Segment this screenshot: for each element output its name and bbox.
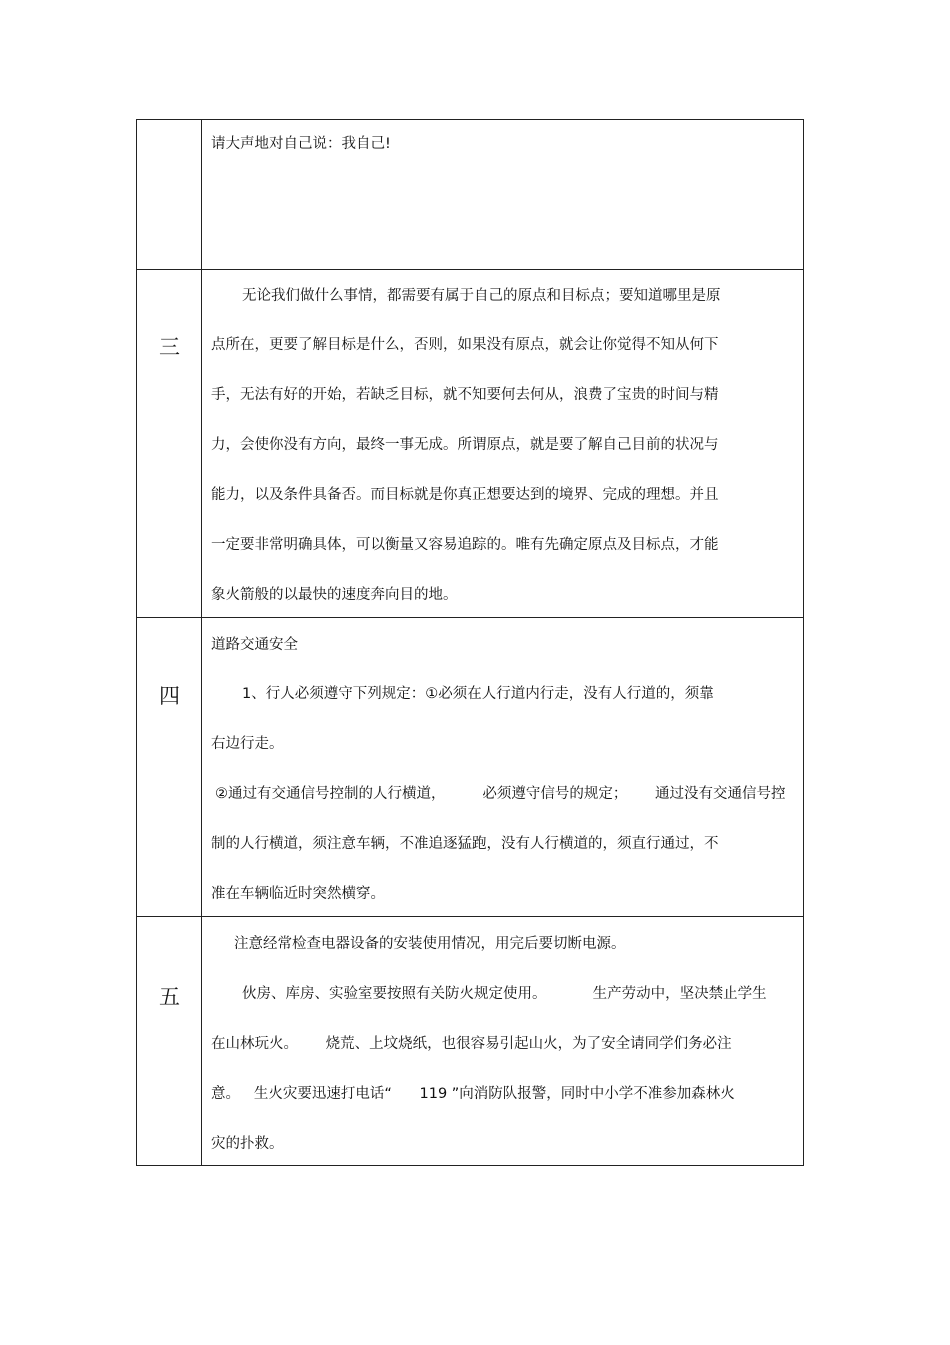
row-number: 五 xyxy=(159,985,180,1009)
text-line: 准在车辆临近时突然横穿。 xyxy=(211,886,385,902)
text-line: 意。 生火灾要迅速打电话“ 119 ”向消防队报警，同时中小学不准参加森林火 xyxy=(211,1086,735,1102)
table-row xyxy=(137,120,803,270)
text-line: 点所在，更要了解目标是什么，否则，如果没有原点，就会让你觉得不知从何下 xyxy=(211,337,719,353)
text-line: 能力，以及条件具备否。而目标就是你真正想要达到的境界、完成的理想。并且 xyxy=(211,487,719,503)
text-line: 注意经常检查电器设备的安装使用情况，用完后要切断电源。 xyxy=(234,936,626,952)
text-line: 请大声地对自己说：我自己! xyxy=(211,136,391,152)
text-line: 制的人行横道，须注意车辆，不准追逐猛跑，没有人行横道的，须直行通过，不 xyxy=(211,836,719,852)
text-line: 道路交通安全 xyxy=(211,637,298,653)
row-number-cell xyxy=(137,120,202,269)
row-content-cell xyxy=(202,270,803,617)
text-line: 在山林玩火。 烧荒、上坟烧纸，也很容易引起山火，为了安全请同学们务必注 xyxy=(211,1036,732,1052)
text-line: 伙房、库房、实验室要按照有关防火规定使用。 生产劳动中，坚决禁止学生 xyxy=(242,986,767,1002)
row-number-cell xyxy=(137,618,202,916)
text-line: 象火箭般的以最快的速度奔向目的地。 xyxy=(211,587,458,603)
row-number: 三 xyxy=(159,335,180,359)
row-number: 四 xyxy=(159,684,180,708)
row-number-cell xyxy=(137,270,202,617)
row-content-cell xyxy=(202,618,803,916)
text-line: 无论我们做什么事情，都需要有属于自己的原点和目标点；要知道哪里是原 xyxy=(242,288,721,304)
text-line: 一定要非常明确具体，可以衡量又容易追踪的。唯有先确定原点及目标点，才能 xyxy=(211,537,719,553)
text-line: 灾的扑救。 xyxy=(211,1136,284,1152)
text-line: 手，无法有好的开始，若缺乏目标，就不知要何去何从，浪费了宝贵的时间与精 xyxy=(211,387,719,403)
text-line: 1、行人必须遵守下列规定：①必须在人行道内行走，没有人行道的，须靠 xyxy=(242,686,714,702)
text-line: 右边行走。 xyxy=(211,736,284,752)
row-content-cell xyxy=(202,917,803,1165)
row-content-cell xyxy=(202,120,803,269)
table-row xyxy=(137,917,803,1165)
table-row xyxy=(137,270,803,618)
table-row xyxy=(137,618,803,917)
content-table xyxy=(136,119,804,1166)
text-line: ②通过有交通信号控制的人行横道， 必须遵守信号的规定； 通过没有交通信号控 xyxy=(215,786,786,802)
row-number-cell xyxy=(137,917,202,1165)
text-line: 力，会使你没有方向，最终一事无成。所谓原点，就是要了解自己目前的状况与 xyxy=(211,437,719,453)
